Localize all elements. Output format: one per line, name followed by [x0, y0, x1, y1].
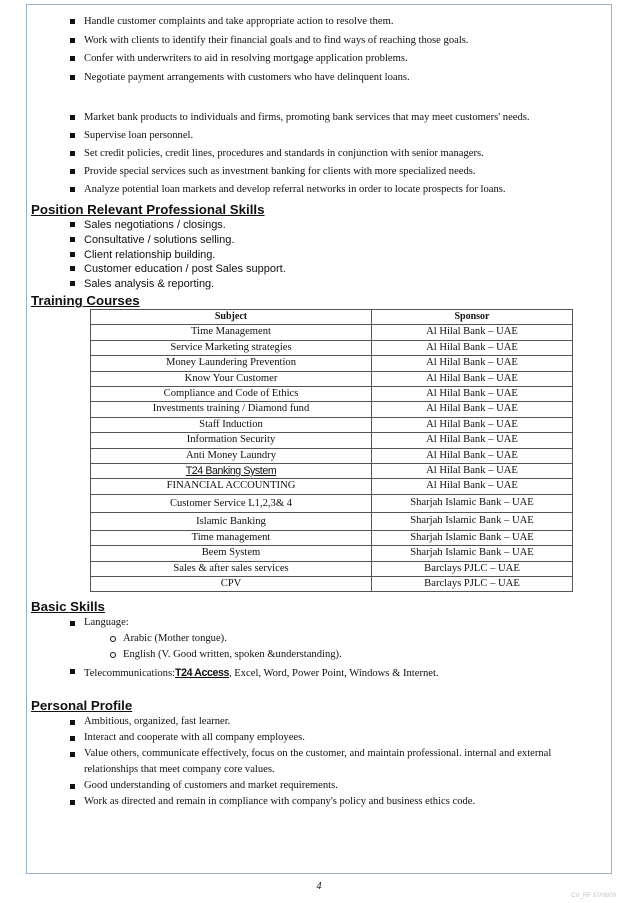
table-row [91, 577, 573, 592]
list-item: Set credit policies, credit lines, procedures and standards in conjunction with senior managers. [31, 145, 606, 163]
list-item: Market bank products to individuals and firms, promoting bank services that may meet customers' needs. [31, 109, 606, 127]
telecom-label: Telecommunications: [84, 668, 176, 680]
list-item: Provide special services such as investment banking for clients with more specialized needs. [31, 163, 606, 181]
list-item [31, 663, 606, 684]
t24-access-label: T24 Access [175, 667, 229, 680]
basic-skills-heading: Basic Skills [31, 599, 105, 615]
course-subject: Compliance and Code of Ethics [91, 387, 372, 402]
course-sponsor: Sharjah Islamic Bank – UAE [372, 494, 573, 512]
course-sponsor: Al Hilal Bank – UAE [372, 402, 573, 417]
list-item: Work with clients to identify their financial goals and to find ways of reaching those goals. [31, 32, 606, 51]
list-item: Handle customer complaints and take appropriate action to resolve them. [31, 13, 606, 32]
telecom-rest: , Excel, Word, Power Point, Windows & Internet. [228, 668, 439, 680]
personal-profile-list [31, 714, 606, 810]
table-row [91, 546, 573, 561]
course-subject: Customer Service L1,2,3& 4 [91, 494, 372, 512]
course-subject: Staff Induction [91, 417, 372, 432]
list-item: English (V. Good written, spoken &understanding). [31, 647, 606, 663]
skills-heading: Position Relevant Professional Skills [31, 202, 265, 217]
course-sponsor: Al Hilal Bank – UAE [372, 464, 573, 479]
course-subject: Anti Money Laundry [91, 448, 372, 463]
course-subject: Sales & after sales services [91, 561, 372, 576]
table-row [91, 340, 573, 355]
list-item: Supervise loan personnel. [31, 127, 606, 145]
list-item: Client relationship building. [31, 248, 606, 263]
basic-skills-list [31, 615, 606, 631]
duties-list-1 [31, 13, 606, 87]
course-subject: Time Management [91, 325, 372, 340]
list-item: Analyze potential loan markets and develop referral networks in order to locate prospects for loans. [31, 181, 606, 199]
table-row [91, 417, 573, 432]
course-subject: T24 Banking System [91, 464, 372, 479]
table-row [91, 479, 573, 494]
header-subject: Subject [91, 309, 372, 324]
table-row [91, 325, 573, 340]
course-sponsor: Al Hilal Bank – UAE [372, 340, 573, 355]
list-item: Confer with underwriters to aid in resolving mortgage application problems. [31, 50, 606, 69]
skills-list [31, 218, 606, 292]
course-subject: Information Security [91, 433, 372, 448]
course-subject: CPV [91, 577, 372, 592]
course-sponsor: Al Hilal Bank – UAE [372, 387, 573, 402]
course-sponsor: Al Hilal Bank – UAE [372, 448, 573, 463]
list-item: Work as directed and remain in compliance with company's policy and business ethics code. [31, 794, 606, 810]
course-sponsor: Sharjah Islamic Bank – UAE [372, 512, 573, 530]
table-row [91, 448, 573, 463]
course-subject: Money Laundering Prevention [91, 356, 372, 371]
table-row [91, 561, 573, 576]
course-subject: Service Marketing strategies [91, 340, 372, 355]
training-table [90, 309, 573, 593]
course-subject: Time management [91, 530, 372, 545]
list-item: Customer education / post Sales support. [31, 262, 606, 277]
course-subject: Know Your Customer [91, 371, 372, 386]
course-sponsor: Al Hilal Bank – UAE [372, 371, 573, 386]
list-item: Good understanding of customers and market requirements. [31, 778, 606, 794]
table-row [91, 433, 573, 448]
course-subject: FINANCIAL ACCOUNTING [91, 479, 372, 494]
list-item: Sales negotiations / closings. [31, 218, 606, 233]
list-item: Sales analysis & reporting. [31, 277, 606, 292]
list-item: Arabic (Mother tongue). [31, 631, 606, 647]
document-content [31, 13, 606, 810]
table-row [91, 512, 573, 530]
personal-profile-heading: Personal Profile [31, 698, 133, 714]
course-sponsor: Al Hilal Bank – UAE [372, 356, 573, 371]
course-sponsor: Al Hilal Bank – UAE [372, 325, 573, 340]
languages-list [31, 631, 606, 663]
table-row [91, 356, 573, 371]
duties-list-2 [31, 109, 606, 199]
table-row [91, 402, 573, 417]
table-row [91, 387, 573, 402]
table-row [91, 494, 573, 512]
course-subject: Beem System [91, 546, 372, 561]
course-sponsor: Al Hilal Bank – UAE [372, 433, 573, 448]
course-subject: Islamic Banking [91, 512, 372, 530]
training-heading: Training Courses [31, 292, 140, 308]
header-sponsor: Sponsor [372, 309, 573, 324]
course-sponsor: Al Hilal Bank – UAE [372, 479, 573, 494]
course-sponsor: Al Hilal Bank – UAE [372, 417, 573, 432]
list-item: Ambitious, organized, fast learner. [31, 714, 606, 730]
table-row [91, 371, 573, 386]
course-subject: Investments training / Diamond fund [91, 402, 372, 417]
page-number: 4 [316, 881, 322, 892]
table-row [91, 530, 573, 545]
watermark: CV_RF 57/09/00 [571, 893, 616, 899]
table-header-row [91, 309, 573, 324]
table-row [91, 464, 573, 479]
list-item: Language: [31, 615, 606, 631]
list-item: Negotiate payment arrangements with customers who have delinquent loans. [31, 69, 606, 88]
list-item: Value others, communicate effectively, focus on the customer, and maintain professional. internal and external relationships that meet company core values. [31, 746, 606, 778]
course-sponsor: Sharjah Islamic Bank – UAE [372, 546, 573, 561]
course-sponsor: Barclays PJLC – UAE [372, 561, 573, 576]
course-sponsor: Barclays PJLC – UAE [372, 577, 573, 592]
list-item: Consultative / solutions selling. [31, 233, 606, 248]
course-sponsor: Sharjah Islamic Bank – UAE [372, 530, 573, 545]
telecom-list [31, 663, 606, 684]
list-item: Interact and cooperate with all company employees. [31, 730, 606, 746]
